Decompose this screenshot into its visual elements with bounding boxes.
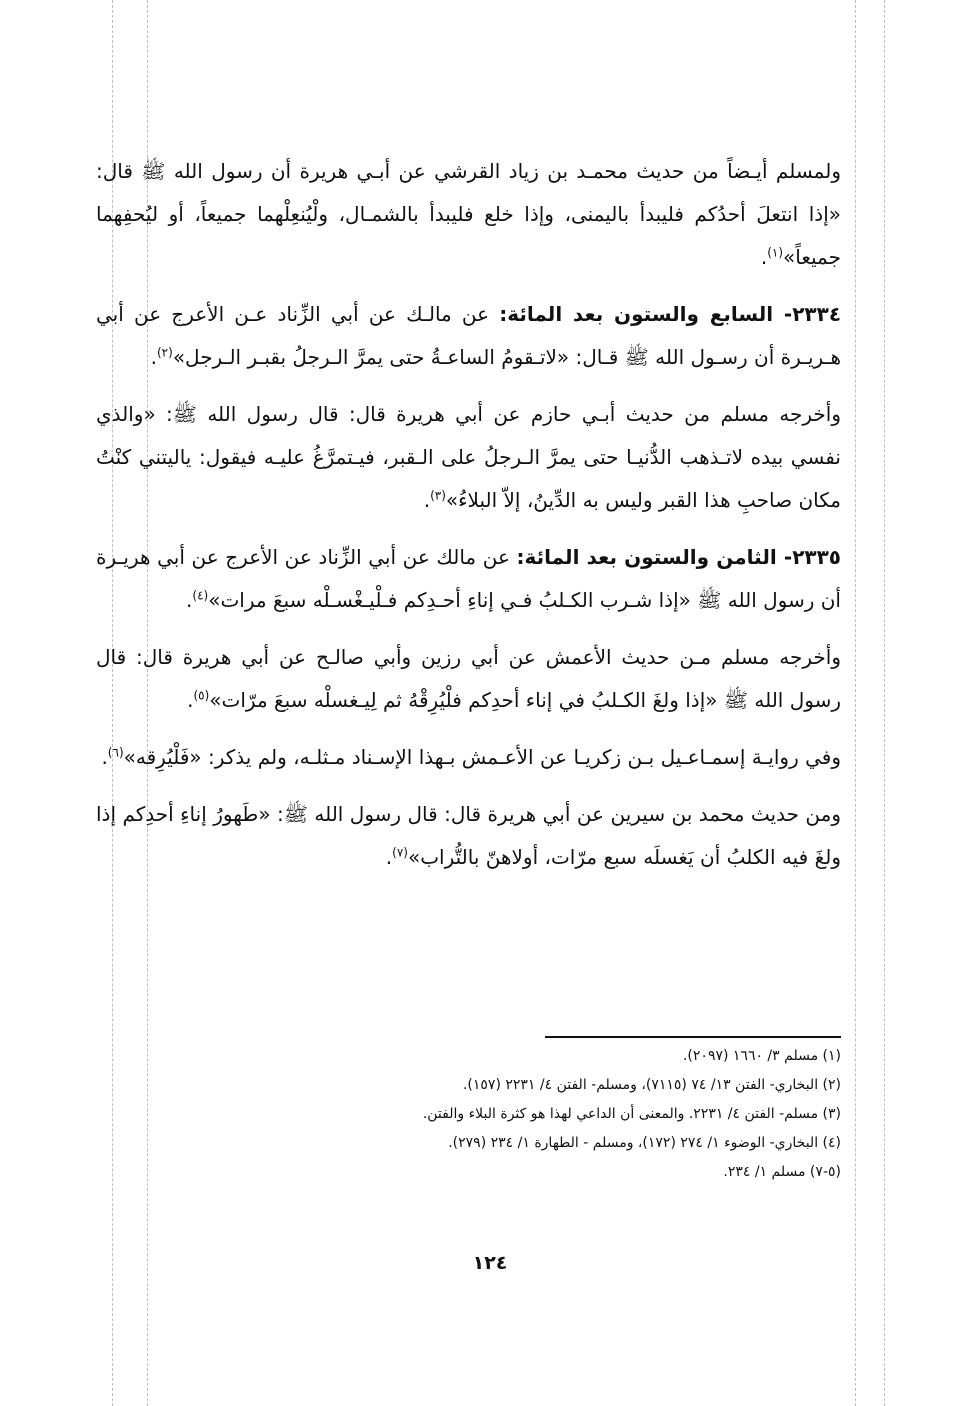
footnote-mark: (٦) [107, 745, 124, 760]
paragraph-text: ولمسلم أيـضاً من حديث محمـد بن زياد القرشي عن أبـي هريرة أن رسول الله ﷺ قال: «إذا انتعلَ أحدُكم فليبدأ باليمنى، وإذا خلع فليبدأ بالشمـال، ولْيُنعِلْهما جميعاً، أو ليُحفِهما جميعاً» [96, 159, 841, 269]
main-text [96, 150, 841, 893]
hadith-chain-text: عن مالك عن أبي الزِّناد عن الأعرج عن أبي [157, 545, 510, 569]
footnote-mark: (٢) [156, 345, 173, 360]
paragraph-text: وأخرجه مسلم من حديث أبـي حازم عن أبي هريرة قال: قال رسول الله ﷺ: «والذي نفسي بيده لاتـذهب الدُّنيـا حتى يمرَّ الـرجلُ على الـقبر، فيـتمرَّغُ عليـه فيقول: ياليتني كنْتُ مكان صاحبِ هذا القبر وليس به الدِّينُ، إلاّ البلاءُ» [96, 402, 841, 512]
paragraph: وأخرجه مسلم مـن حديث الأعمش عن أبي رزين وأبي صالـح عن أبي هريرة قال: قال رسول الله ﷺ «إذا ولغَ الكـلبُ في إناء أحدِكم فلْيُرِقْهُ ثم لِيـغسلْه سبعَ مرّات»$^{(٥)}$. [96, 645, 841, 712]
numbered-hadith-paragraph: ٢٣٣٤- السابع والستون بعد المائة: عن مالـك عن أبي الزِّناد عـن الأعرج عن أبي هـريـرة أن رسـول الله ﷺ قـال: «لاتـقومُ الساعـةُ حتى يمرَّ الـرجلُ بقبـر الـرجل»$^{(٢)}$. [96, 302, 842, 369]
paragraph-text: وفي روايـة إسمـاعـيل بـن زكريـا عن الأعـمش بـهذا الإسـناد مـثلـه، ولم يذكر: «فَلْيُرِقه» [123, 745, 841, 769]
paragraph: وأخرجه مسلم من حديث أبـي حازم عن أبي هريرة قال: قال رسول الله ﷺ: «والذي نفسي بيده لاتـذهب الدُّنيـا حتى يمرَّ الـرجلُ على الـقبر، فيـتمرَّغُ عليـه فيقول: ياليتني كنْتُ مكان صاحبِ هذا القبر وليس به الدِّينُ، إلاّ البلاءُ»$^{(٣)}$. [96, 402, 841, 512]
hadith-heading: ٢٣٣٥- الثامن والستون بعد المائة: [516, 545, 842, 569]
paragraph-text: وأخرجه مسلم مـن حديث الأعمش عن أبي رزين وأبي صالـح عن أبي هريرة قال: قال رسول الله ﷺ «إذا ولغَ الكـلبُ في إناء أحدِكم فلْيُرِقْهُ ثم لِيـغسلْه سبعَ مرّات» [96, 645, 841, 712]
footnote-divider [545, 1036, 841, 1038]
footnote: (٣) مسلم- الفتن ٤/ ٢٢٣١. والمعنى أن الداعي لهذا هو كثرة البلاء والفتن. [422, 1106, 841, 1122]
footnote-mark: (١) [767, 245, 784, 260]
paragraph: ومن حديث محمد بن سيرين عن أبي هريرة قال: قال رسول الله ﷺ: «طَهورُ إناءِ أحدِكم إذا ولغَ فيه الكلبُ أن يَغسلَه سبع مرّات، أولاهنّ بالتُّراب»$^{(٧)}$. [96, 802, 841, 869]
scan-guide-line [884, 0, 885, 1406]
page-number: ١٢٤ [472, 1252, 508, 1274]
paragraph-text: أبي هـريـرة أن رسـول الله ﷺ قـال: «لاتـقومُ الساعـةُ حتى يمرَّ الـرجلُ بقبـر الـرجل» [96, 302, 841, 369]
scan-guide-line [855, 0, 856, 1406]
footnotes-section [120, 1042, 841, 1187]
paragraph: وفي روايـة إسمـاعـيل بـن زكريـا عن الأعـمش بـهذا الإسـناد مـثلـه، ولم يذكر: «فَلْيُرِقه»$^{(٦)}$. [101, 745, 841, 769]
footnote-mark: (٧) [392, 845, 408, 860]
footnote-mark: (٤) [192, 588, 209, 603]
footnote: (٢) البخاري- الفتن ١٣/ ٧٤ (٧١١٥)، ومسلم- الفتن ٤/ ٢٢٣١ (١٥٧). [462, 1077, 841, 1093]
footnote: (١) مسلم ٣/ ١٦٦٠ (٢٠٩٧). [682, 1048, 841, 1064]
footnote-mark: (٣) [430, 488, 446, 503]
footnote-mark: (٥) [193, 688, 210, 703]
hadith-chain-text: عن مالـك عن أبي الزِّناد عـن الأعرج عن [133, 302, 490, 326]
footnote: (٤) البخاري- الوضوء ١/ ٢٧٤ (١٧٢)، ومسلم - الطهارة ١/ ٢٣٤ (٢٧٩). [448, 1135, 841, 1151]
hadith-heading: ٢٣٣٤- السابع والستون بعد المائة: [499, 302, 842, 326]
paragraph-text: ومن حديث محمد بن سيرين عن أبي هريرة قال: قال رسول الله ﷺ: «طَهورُ إناءِ أحدِكم إذا ولغَ فيه الكلبُ أن يَغسلَه سبع مرّات، أولاهنّ بالتُّراب» [96, 802, 841, 869]
numbered-hadith-paragraph: ٢٣٣٥- الثامن والستون بعد المائة: عن مالك عن أبي الزِّناد عن الأعرج عن أبي هريـرة أن رسول الله ﷺ «إذا شـرب الكـلبُ فـي إناءِ أحـدِكم فـلْيـغْسـلْه سبعَ مرات»$^{(٤)}$. [96, 545, 842, 612]
footnote: (٥-٧) مسلم ١/ ٢٣٤. [723, 1164, 841, 1180]
paragraph-text: هريـرة أن رسول الله ﷺ «إذا شـرب الكـلبُ فـي إناءِ أحـدِكم فـلْيـغْسـلْه سبعَ مرات» [96, 545, 841, 612]
paragraph: ولمسلم أيـضاً من حديث محمـد بن زياد القرشي عن أبـي هريرة أن رسول الله ﷺ قال: «إذا انتعلَ أحدُكم فليبدأ باليمنى، وإذا خلع فليبدأ بالشمـال، ولْيُنعِلْهما جميعاً، أو ليُحفِهما جميعاً»$^{(١)}$. [96, 159, 841, 269]
